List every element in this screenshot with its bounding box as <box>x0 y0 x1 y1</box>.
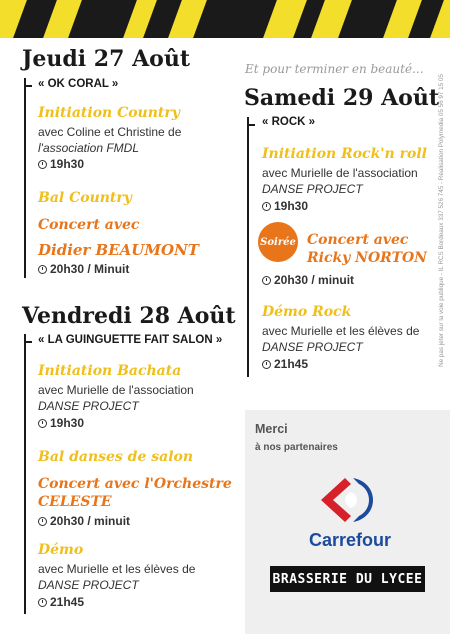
clock-icon <box>262 360 271 369</box>
thursday-event-1-line2: l'association FMDL <box>38 141 139 155</box>
clock-icon <box>38 517 47 526</box>
friday-title: Vendredi 28 Août <box>22 303 236 329</box>
carrefour-icon <box>307 470 387 530</box>
saturday-event-3-time: 21h45 <box>262 357 308 371</box>
thursday-event-1-time: 19h30 <box>38 157 84 171</box>
friday-event-4-line1: avec Murielle et les élèves de <box>38 562 196 576</box>
friday-event-3-time: 20h30 / minuit <box>38 514 130 528</box>
saturday-event-3-line1: avec Murielle et les élèves de <box>262 324 420 338</box>
friday-theme: « LA GUINGUETTE FAIT SALON » <box>38 334 223 346</box>
clock-icon <box>38 160 47 169</box>
thursday-event-2-name: Bal Country <box>38 190 132 206</box>
saturday-line <box>247 117 249 377</box>
legal-text: Ne pas jeter sur la voie publique - IL RCS Bordeaux 337 526 745 - Réalisation Polymedia 05 56 97 15 05 <box>437 73 445 367</box>
thursday-title: Jeudi 27 Août <box>22 46 190 72</box>
partners-panel <box>245 410 450 634</box>
thursday-event-4-name: Didier BEAUMONT <box>38 241 199 259</box>
clock-icon <box>38 598 47 607</box>
saturday-event-2-name1: Concert avec <box>307 232 409 248</box>
friday-event-1-line1: avec Murielle de l'association <box>38 383 194 397</box>
saturday-theme: « ROCK » <box>262 116 316 128</box>
saturday-event-2-name2: Ricky NORTON <box>307 250 427 266</box>
thursday-theme: « OK CORAL » <box>38 78 119 90</box>
clock-icon <box>38 419 47 428</box>
saturday-title: Samedi 29 Août <box>244 85 439 111</box>
saturday-event-1-line1: avec Murielle de l'association <box>262 166 418 180</box>
friday-event-2-name: Bal danses de salon <box>38 449 194 465</box>
thursday-event-1-line1: avec Coline et Christine de <box>38 125 182 139</box>
thursday-event-4-time: 20h30 / Minuit <box>38 262 129 276</box>
carrefour-logo <box>307 470 387 530</box>
clock-icon <box>262 202 271 211</box>
friday-event-4-time: 21h45 <box>38 595 84 609</box>
carrefour-name: Carrefour <box>308 530 392 550</box>
partners-subtitle: à nos partenaires <box>255 442 338 453</box>
saturday-event-3-name: Démo Rock <box>262 304 352 320</box>
clock-icon <box>38 265 47 274</box>
thursday-event-3-name: Concert avec <box>38 217 140 233</box>
thursday-line <box>24 78 26 278</box>
friday-event-3-name2: CELESTE <box>38 494 112 510</box>
clock-icon <box>262 276 271 285</box>
saturday-intro: Et pour terminer en beauté... <box>245 62 424 76</box>
thursday-event-1-name: Initiation Country <box>38 105 180 121</box>
saturday-event-3-line2: DANSE PROJECT <box>262 340 363 354</box>
friday-line <box>24 334 26 614</box>
friday-event-4-name: Démo <box>38 542 84 558</box>
friday-event-3-name1: Concert avec l'Orchestre <box>38 476 232 492</box>
soiree-badge: Soirée <box>258 222 298 262</box>
friday-event-1-line2: DANSE PROJECT <box>38 399 139 413</box>
top-banner <box>0 0 450 38</box>
saturday-event-1-line2: DANSE PROJECT <box>262 182 363 196</box>
saturday-event-1-time: 19h30 <box>262 199 308 213</box>
partners-title: Merci <box>255 422 288 436</box>
brasserie-logo: BRASSERIE DU LYCEE <box>270 566 425 592</box>
friday-event-4-line2: DANSE PROJECT <box>38 578 139 592</box>
friday-event-1-time: 19h30 <box>38 416 84 430</box>
saturday-event-2-time: 20h30 / minuit <box>262 273 354 287</box>
friday-event-1-name: Initiation Bachata <box>38 363 182 379</box>
saturday-event-1-name: Initiation Rock'n roll <box>262 146 427 162</box>
